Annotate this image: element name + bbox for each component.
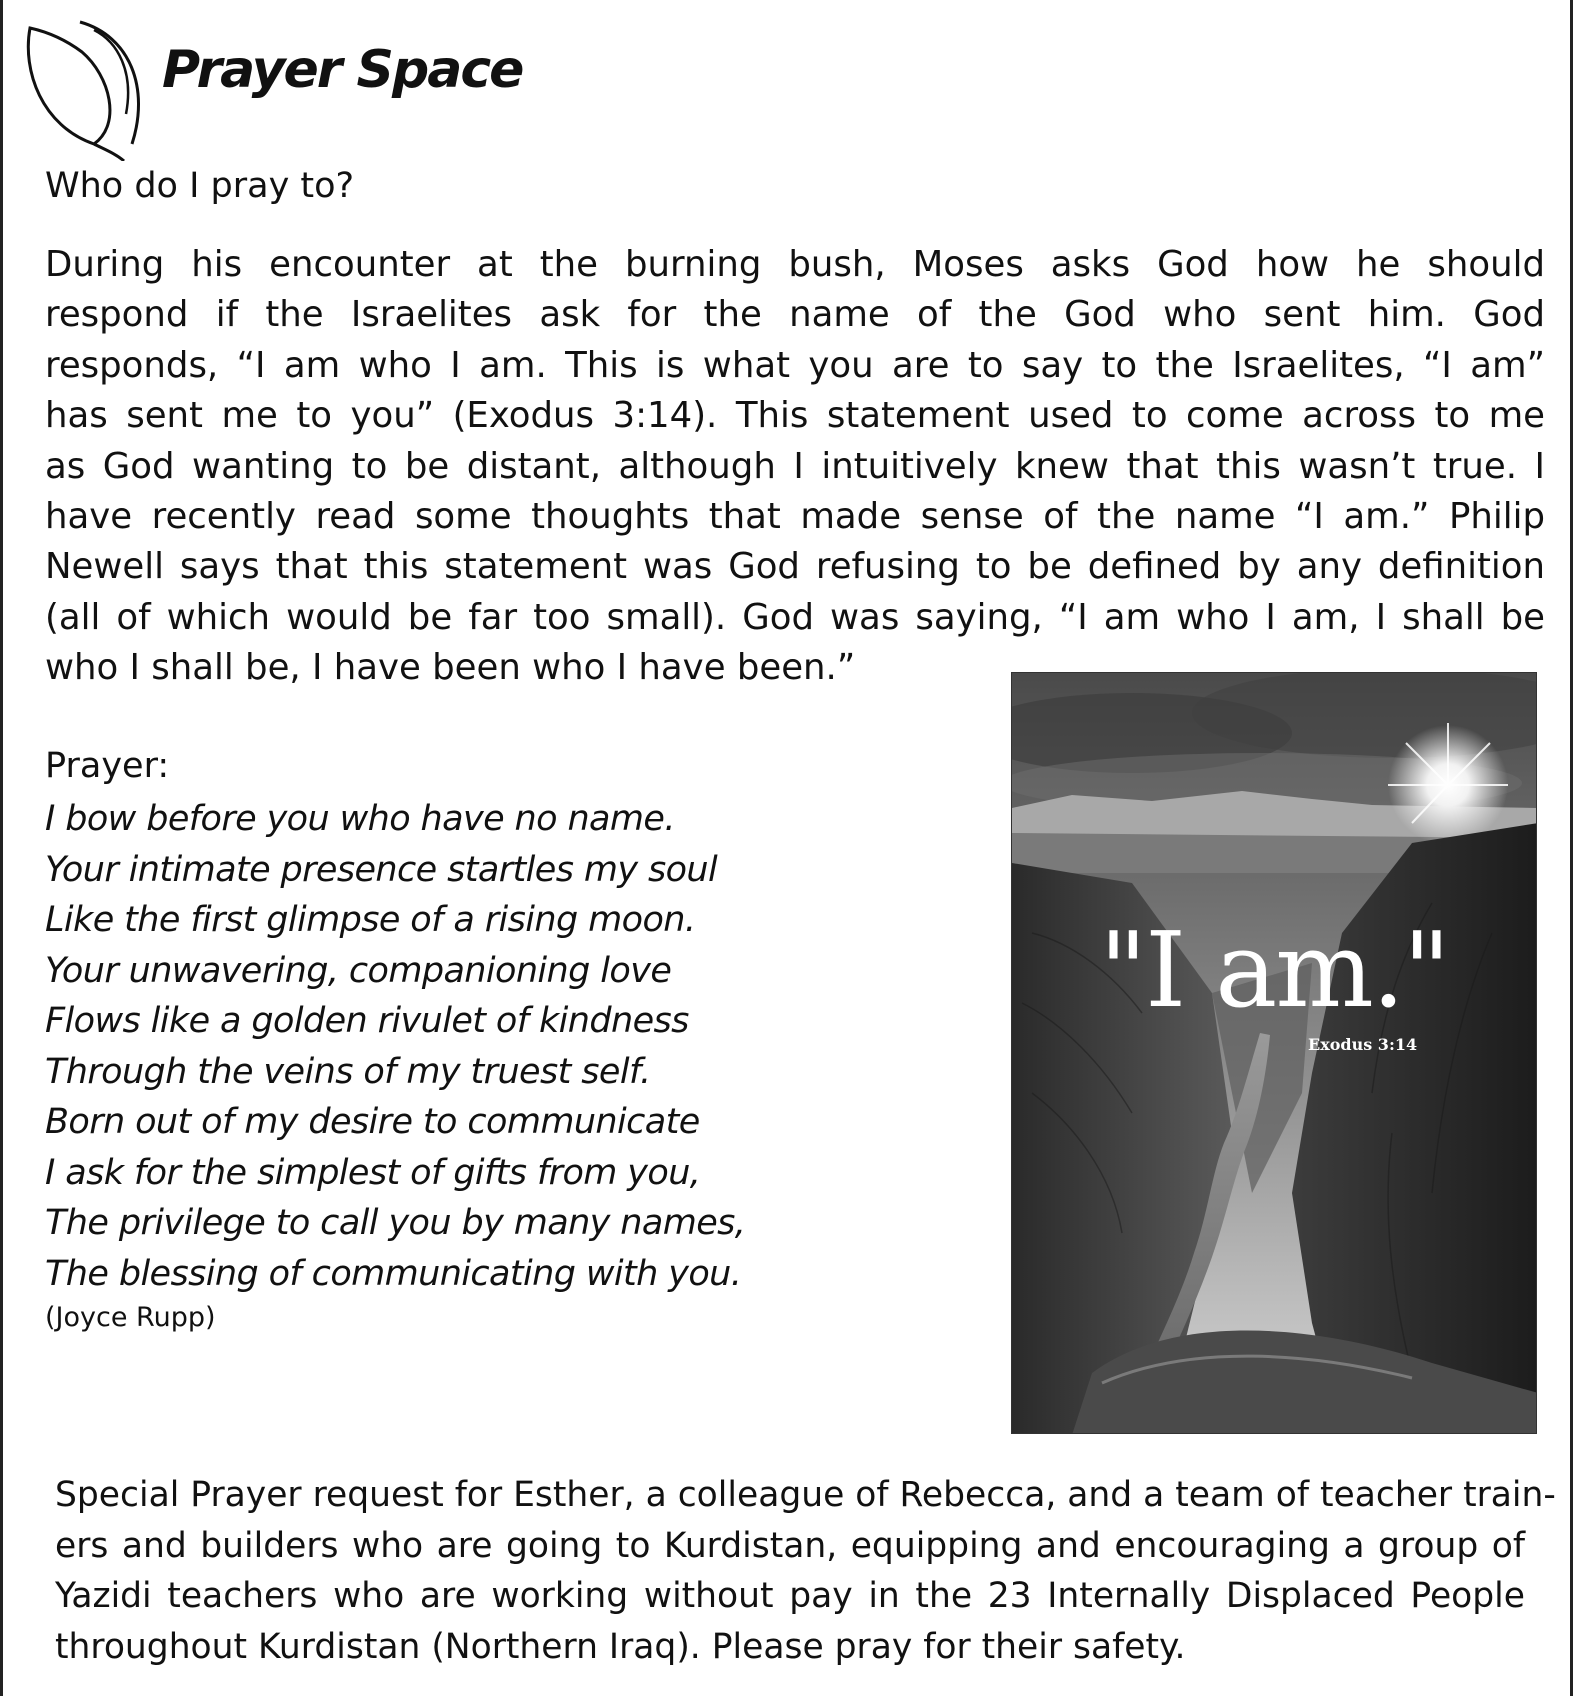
paragraph-line: as God wanting to be distant, although I intuitively knew that this wasn’t true. I — [45, 445, 1545, 487]
canyon-scene — [1012, 673, 1537, 1434]
poem-line: I ask for the simplest of gifts from you, — [45, 1152, 701, 1193]
paragraph-line: have recently read some thoughts that made sense of the name “I am.” Philip — [45, 496, 1545, 538]
poem-line: Like the first glimpse of a rising moon. — [45, 900, 696, 940]
prayer-label: Prayer: — [45, 746, 170, 786]
paragraph-line: respond if the Israelites ask for the name of the God who sent him. God — [45, 294, 1545, 336]
reflection-paragraph — [45, 240, 1545, 694]
poem-attribution: (Joyce Rupp) — [45, 1302, 216, 1333]
poem-line: Through the veins of my truest self. — [45, 1051, 651, 1092]
poem-line: The blessing of communicating with you. — [45, 1253, 742, 1294]
poem-line: Your intimate presence startles my soul — [45, 849, 718, 890]
poem-line: I bow before you who have no name. — [45, 799, 675, 839]
canyon-image — [1011, 672, 1537, 1434]
poem-line: Born out of my desire to communicate — [45, 1102, 700, 1142]
poem-line: The privilege to call you by many names, — [45, 1203, 746, 1243]
paragraph-line: (all of which would be far too small). God was saying, “I am who I am, I shall be — [45, 596, 1545, 638]
request-line: Yazidi teachers who are working without pay in the 23 Internally Displaced People — [55, 1576, 1525, 1616]
request-line: ers and builders who are going to Kurdistan, equipping and encouraging a group of — [55, 1525, 1525, 1566]
paragraph-line: who I shall be, I have been who I have been.” — [45, 647, 856, 689]
poem-line: Your unwavering, companioning love — [45, 950, 672, 991]
prayer-poem — [45, 794, 745, 1299]
leaf-logo-icon — [22, 16, 152, 161]
request-line: Special Prayer request for Esther, a colleague of Rebecca, and a team of teacher train- — [55, 1475, 1556, 1515]
request-line: throughout Kurdistan (Northern Iraq). Please pray for their safety. — [55, 1626, 1186, 1667]
section-title: Prayer Space — [162, 40, 523, 100]
poem-line: Flows like a golden rivulet of kindness — [45, 1001, 689, 1041]
image-title: "I am." — [1099, 909, 1449, 1031]
paragraph-line: responds, “I am who I am. This is what you are to say to the Israelites, “I am” — [45, 344, 1545, 386]
paragraph-line: During his encounter at the burning bush, Moses asks God how he should — [45, 244, 1545, 285]
special-prayer-request — [55, 1470, 1556, 1672]
paragraph-line: has sent me to you” (Exodus 3:14). This statement used to come across to me — [45, 395, 1545, 437]
paragraph-line: Newell says that this statement was God refusing to be defined by any definition — [45, 546, 1545, 588]
image-reference: Exodus 3:14 — [1308, 1035, 1418, 1054]
question-heading: Who do I pray to? — [45, 166, 355, 206]
